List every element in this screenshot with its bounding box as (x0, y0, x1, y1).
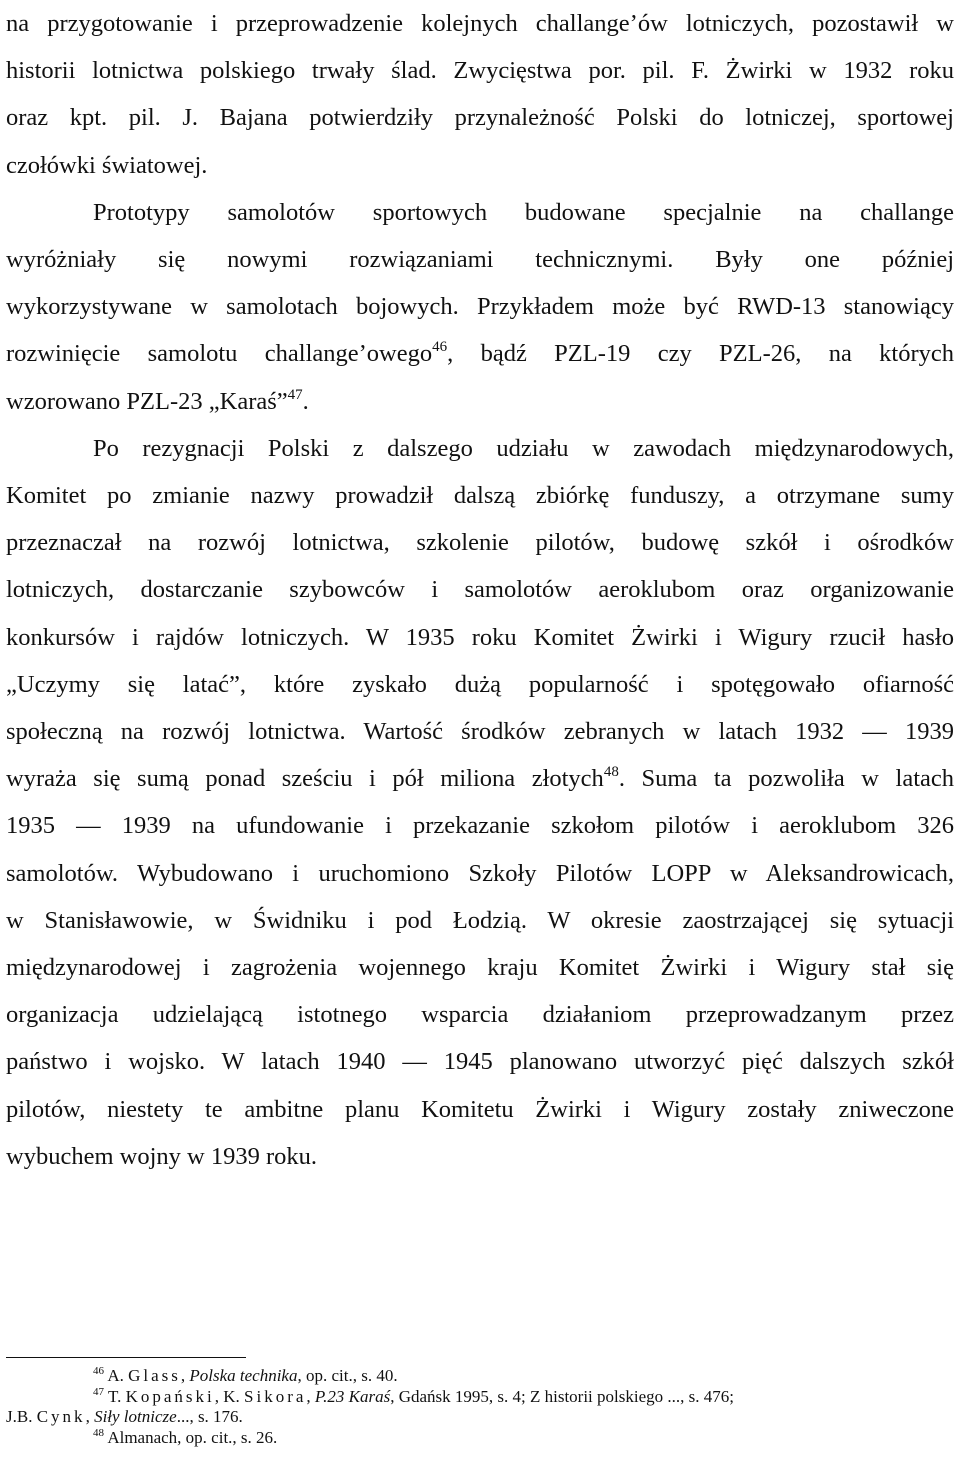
text-fragment: , bądź PZL-19 czy PZL-26, na których (447, 340, 954, 368)
text-line: „Uczymy się latać”, które zyskało dużą popularność i spotęgowało ofiarność (6, 670, 954, 698)
citation-rest: , op. cit., s. 40. (297, 1366, 398, 1385)
author-initial: , K. (214, 1386, 240, 1406)
footnote-ref-46[interactable]: 46 (432, 339, 448, 356)
text-line: wykorzystywane w samolotach bojowych. Przykładem może być RWD-13 stanowiący (6, 293, 954, 321)
footnote-48 (6, 1428, 954, 1449)
footnote-46: $^{46}$ A. Glass, Polska technika, op. cit., s. 40. (93, 1365, 398, 1385)
text-line: Prototypy samolotów sportowych budowane specjalnie na challange (93, 198, 954, 226)
text-fragment: wyraża się sumą ponad sześciu i pół miliona złotych (6, 765, 604, 793)
text-fragment: wzorowano PZL-23 „Karaś” (6, 387, 288, 415)
author-initial: J.B. (6, 1407, 33, 1426)
document-page (6, 0, 954, 1180)
citation-rest: ..., s. 176. (176, 1407, 243, 1426)
text-line: konkursów i rajdów lotniczych. W 1935 roku Komitet Żwirki i Wigury rzucił hasło (6, 623, 954, 651)
text-line: w Stanisławowie, w Świdniku i pod Łodzią. W okresie zaostrzającej się sytuacji (6, 906, 954, 934)
text-line: Po rezygnacji Polski z dalszego udziału w zawodach międzynarodowych, (93, 434, 954, 462)
footnote-ref-47[interactable]: 47 (287, 386, 303, 403)
author-name: Sikora (244, 1386, 307, 1406)
text-fragment: rozwinięcie samolotu challange’owego (6, 340, 433, 368)
text-line: samolotów. Wybudowano i uruchomiono Szkoły Pilotów LOPP w Aleksandrowicach, (6, 859, 954, 887)
text-line: organizacja udzielającą istotnego wsparcia działaniom przeprowadzanym przez (6, 1001, 954, 1029)
text-line: na przygotowanie i przeprowadzenie kolejnych challange’ów lotniczych, pozostawił w (6, 10, 954, 37)
main-text (6, 0, 954, 1180)
paragraph-1 (6, 0, 954, 189)
text-line: wybuchem wojny w 1939 roku. (6, 1142, 317, 1170)
text-fragment: . (302, 387, 309, 415)
text-line: Komitet po zmianie nazwy prowadził dalszą zbiórkę funduszy, a otrzymane sumy (6, 482, 954, 510)
text-line: przeznaczał na rozwój lotnictwa, szkolenie pilotów, budowę szkół i ośrodków (6, 529, 954, 557)
text-line: państwo i wojsko. W latach 1940 — 1945 planowano utworzyć pięć dalszych szkół (6, 1048, 954, 1076)
text-line (6, 755, 954, 802)
text-line: czołówki światowej. (6, 151, 208, 179)
footnote-47 (6, 1387, 954, 1408)
text-fragment: . Suma ta pozwoliła w latach (618, 765, 954, 793)
text-line: pilotów, niestety te ambitne planu Komitetu Żwirki i Wigury zostały zniweczone (6, 1095, 954, 1123)
author-name: Kopański (125, 1386, 215, 1406)
text-line: lotniczych, dostarczanie szybowców i samolotów aeroklubom oraz organizowanie (6, 576, 954, 604)
footnote-47-continuation (6, 1407, 954, 1428)
footnote-number: 48 (93, 1426, 104, 1439)
footnote-ref-48[interactable]: 48 (603, 764, 619, 781)
paragraph-3 (6, 425, 954, 1180)
author-initial: T. (107, 1386, 122, 1406)
work-title: P.23 Karaś (314, 1386, 391, 1406)
text-line: społeczną na rozwój lotnictwa. Wartość środków zebranych w latach 1932 — 1939 (6, 718, 954, 746)
separator: , (85, 1407, 90, 1426)
work-title: Siły lotnicze (94, 1407, 177, 1426)
author-initial: A. (107, 1366, 124, 1385)
text-line: wyróżniały się nowymi rozwiązaniami technicznymi. Były one później (6, 246, 954, 274)
citation-text: Almanach, op. cit., s. 26. (107, 1427, 278, 1447)
author-name: Cynk (36, 1407, 86, 1426)
text-line: oraz kpt. pil. J. Bajana potwierdziły przynależność Polski do lotniczej, sportowej (6, 104, 954, 132)
footnote-separator (6, 1357, 246, 1358)
text-line: historii lotnictwa polskiego trwały ślad. Zwycięstwa por. pil. F. Żwirki w 1932 roku (6, 57, 954, 85)
text-line: 1935 — 1939 na ufundowanie i przekazanie szkołom pilotów i aeroklubom 326 (6, 812, 954, 840)
footnotes (6, 1366, 954, 1448)
footnote-number: 46 (93, 1365, 104, 1377)
author-name: Glass (128, 1366, 181, 1385)
citation-rest: , Gdańsk 1995, s. 4; Z historii polskiego ..., s. 476; (390, 1386, 734, 1406)
separator: , (306, 1386, 311, 1406)
work-title: Polska technika (189, 1366, 298, 1385)
text-line (6, 330, 954, 377)
paragraph-2 (6, 189, 954, 425)
text-line (6, 378, 954, 425)
footnote-number: 47 (93, 1385, 104, 1398)
text-line: międzynarodowej i zagrożenia wojennego kraju Komitet Żwirki i Wigury stał się (6, 954, 954, 982)
